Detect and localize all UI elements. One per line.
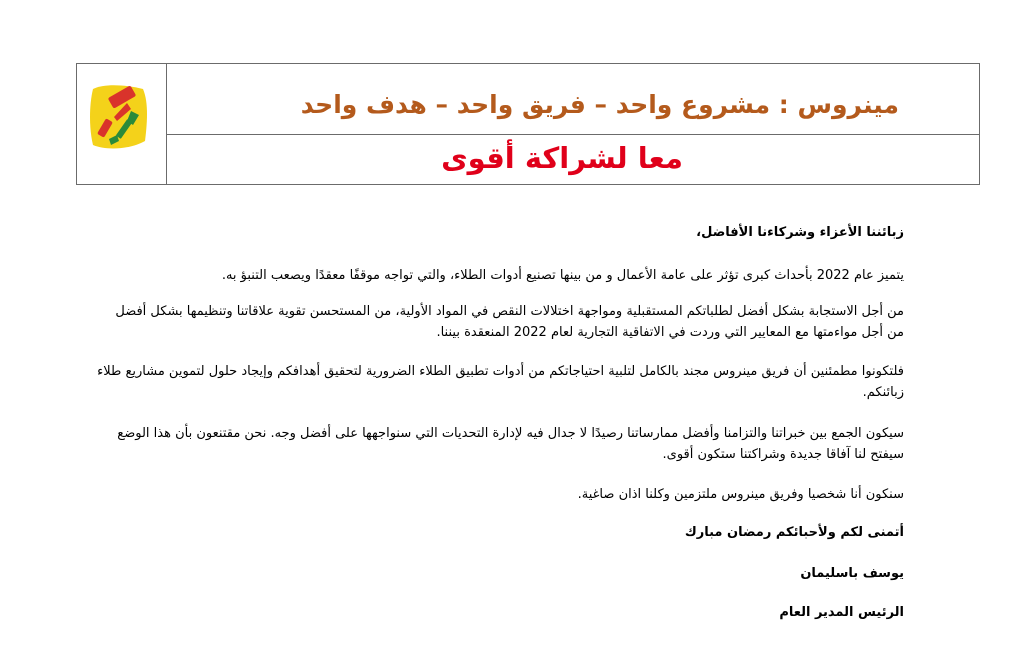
signature-name: يوسف باسليمان	[800, 566, 904, 581]
title-row	[167, 64, 979, 135]
subtitle-row	[167, 135, 979, 184]
paragraph: سنكون أنا شخصيا وفريق مينروس ملتزمين وكلنا اذان صاغية.	[577, 487, 904, 502]
paragraph: من أجل الاستجابة بشكل أفضل لطلباتكم المستقبلية ومواجهة اختلالات النقص في المواد الأولية، من المستحسن تقوية علاقاتنا وتنظيمها بشكل أفضل من أجل مواءمتها مع المعايير التي وردت في الاتفاقية التجارية لعام 2022 المنعقدة بيننا.	[115, 304, 904, 340]
paragraph: سيكون الجمع بين خبراتنا والتزامنا وأفضل ممارساتنا رصيدًا لا جدال فيه لإدارة التحديات التي سنواجهها على أفضل وجه. نحن مقتنعون بأن هذا الوضع سيفتح لنا آفاقا جديدة وشراكتنا ستكون أقوى.	[117, 426, 904, 462]
paint-roller-brush-logo-icon	[87, 81, 151, 153]
greeting: زبائننا الأعزاء وشركاءنا الأفاضل،	[696, 225, 904, 240]
logo-cell	[77, 64, 167, 184]
closing-wish: أتمنى لكم ولأحبائكم رمضان مبارك	[684, 525, 904, 540]
paragraph: يتميز عام 2022 بأحداث كبرى تؤثر على عامة الأعمال و من بينها تصنيع أدوات الطلاء، والتي تواجه موقفًا معقدًا ويصعب التنبؤ به.	[221, 268, 904, 283]
signature-title: الرئيس المدير العام	[779, 605, 904, 620]
paragraph: فلتكونوا مطمئنين أن فريق مينروس مجند بالكامل لتلبية احتياجاتكم من أدوات تطبيق الطلاء الضرورية لتحقيق أهدافكم وإيجاد حلول لتموين مشاريع طلاء زبائنكم.	[97, 364, 904, 400]
header-subtitle: معا لشراكة أقوى	[441, 141, 683, 175]
letter-header	[76, 63, 980, 185]
header-title: مينروس : مشروع واحد – فريق واحد – هدف واحد	[300, 90, 899, 119]
